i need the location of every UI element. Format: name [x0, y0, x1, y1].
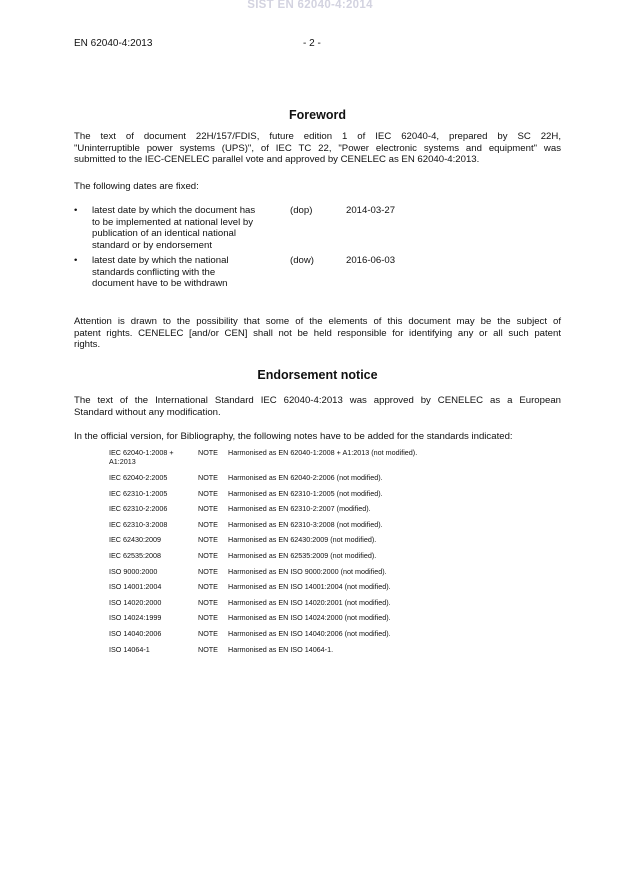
text-line: rights. — [74, 339, 101, 351]
note-text: Harmonised as EN ISO 9000:2000 (not modified). — [228, 566, 387, 576]
text-line: document have to be withdrawn — [92, 278, 228, 290]
date-value: 2014-03-27 — [346, 205, 396, 216]
date-value: 2016-06-03 — [346, 255, 396, 266]
note-keyword: NOTE — [198, 473, 218, 482]
note-standard: ISO 9000:2000 — [109, 566, 158, 576]
date-abbreviation: (dop) — [290, 205, 313, 216]
dates-intro: The following dates are fixed: — [74, 181, 199, 192]
bibliography-intro: In the official version, for Bibliography, the following notes have to be added for the standards indicated: — [74, 431, 513, 442]
text-line: Standard without any modification. — [74, 406, 221, 418]
bullet: • — [74, 205, 78, 216]
note-keyword: NOTE — [198, 566, 218, 576]
text-line: latest date by which the national — [92, 255, 229, 266]
note-standard: ISO 14040:2006 — [109, 628, 162, 638]
note-text: Harmonised as EN ISO 14024:2000 (not modified). — [228, 613, 391, 623]
note-standard: ISO 14064-1 — [109, 644, 150, 654]
note-keyword: NOTE — [198, 448, 218, 457]
text-line: submitted to the IEC-CENELEC parallel vote and approved by CENELEC as EN 62040-4:2013. — [74, 154, 480, 166]
watermark: SIST EN 62040-4:2014 — [247, 0, 373, 11]
note-standard: IEC 62310-2:2006 — [109, 504, 168, 514]
text-line: publication of an identical national — [92, 228, 237, 240]
note-keyword: NOTE — [198, 597, 218, 607]
note-text: Harmonised as EN 62430:2009 (not modified). — [228, 535, 377, 545]
note-text: Harmonised as EN 62310-3:2008 (not modified). — [228, 519, 383, 529]
note-text: Harmonised as EN 62040-1:2008 + A1:2013 (not modified). — [228, 448, 418, 457]
text-line: The text of document 22H/157/FDIS, future edition 1 of IEC 62040-4, prepared by SC 22H, — [74, 131, 561, 142]
note-text: Harmonised as EN 62535:2009 (not modified). — [228, 550, 377, 560]
date-description — [92, 255, 277, 290]
note-standard: IEC 62040-1:2008 + A1:2013 — [109, 448, 174, 466]
note-standard: ISO 14001:2004 — [109, 582, 162, 592]
note-keyword: NOTE — [198, 613, 218, 623]
note-standard: IEC 62535:2008 — [109, 550, 161, 560]
date-row-dop — [74, 205, 561, 255]
text-line: The text of the International Standard IEC 62040-4:2013 was approved by CENELEC as a European — [74, 395, 561, 406]
text-line: Attention is drawn to the possibility that some of the elements of this document may be the subject of — [74, 316, 561, 327]
note-keyword: NOTE — [198, 644, 218, 654]
note-text: Harmonised as EN ISO 14001:2004 (not modified). — [228, 582, 391, 592]
note-text: Harmonised as EN 62040-2:2006 (not modified). — [228, 473, 383, 482]
note-text: Harmonised as EN 62310-1:2005 (not modified). — [228, 488, 383, 498]
foreword-title: Foreword — [289, 108, 346, 122]
note-standard: ISO 14024:1999 — [109, 613, 162, 623]
note-keyword: NOTE — [198, 535, 218, 545]
endorsement-paragraph — [74, 395, 561, 418]
header-doc-ref: EN 62040-4:2013 — [74, 38, 153, 49]
note-keyword: NOTE — [198, 504, 218, 514]
date-abbreviation: (dow) — [290, 255, 314, 266]
note-keyword: NOTE — [198, 582, 218, 592]
note-standard: ISO 14020:2000 — [109, 597, 162, 607]
dates-list — [74, 205, 561, 295]
note-standard: IEC 62430:2009 — [109, 535, 161, 545]
date-description — [92, 205, 277, 252]
text-line: to be implemented at national level by — [92, 216, 254, 228]
note-keyword: NOTE — [198, 550, 218, 560]
text-line: "Uninterruptible power systems (UPS)", of IEC TC 22, "Power electronic systems and equipment" was — [74, 142, 561, 154]
note-text: Harmonised as EN ISO 14064-1. — [228, 644, 334, 654]
note-standard: IEC 62310-3:2008 — [109, 519, 168, 529]
note-keyword: NOTE — [198, 519, 218, 529]
patent-paragraph — [74, 316, 561, 351]
note-text: Harmonised as EN ISO 14020:2001 (not modified). — [228, 597, 391, 607]
foreword-paragraph — [74, 131, 561, 166]
text-line: standards conflicting with the — [92, 266, 216, 278]
note-standard: IEC 62310-1:2005 — [109, 488, 168, 498]
text-line: patent rights. CENELEC [and/or CEN] shall not be held responsible for identifying any or all such patent — [74, 327, 561, 339]
note-standard: IEC 62040-2:2005 — [109, 473, 168, 482]
note-keyword: NOTE — [198, 628, 218, 638]
note-keyword: NOTE — [198, 488, 218, 498]
note-text: Harmonised as EN 62310-2:2007 (modified). — [228, 504, 371, 514]
endorsement-title: Endorsement notice — [257, 368, 378, 382]
note-text: Harmonised as EN ISO 14040:2006 (not modified). — [228, 628, 391, 638]
bullet: • — [74, 255, 78, 266]
date-row-dow — [74, 255, 561, 295]
text-line: standard or by endorsement — [92, 240, 212, 252]
text-line: latest date by which the document has — [92, 205, 256, 216]
header-page-number: - 2 - — [303, 38, 321, 49]
